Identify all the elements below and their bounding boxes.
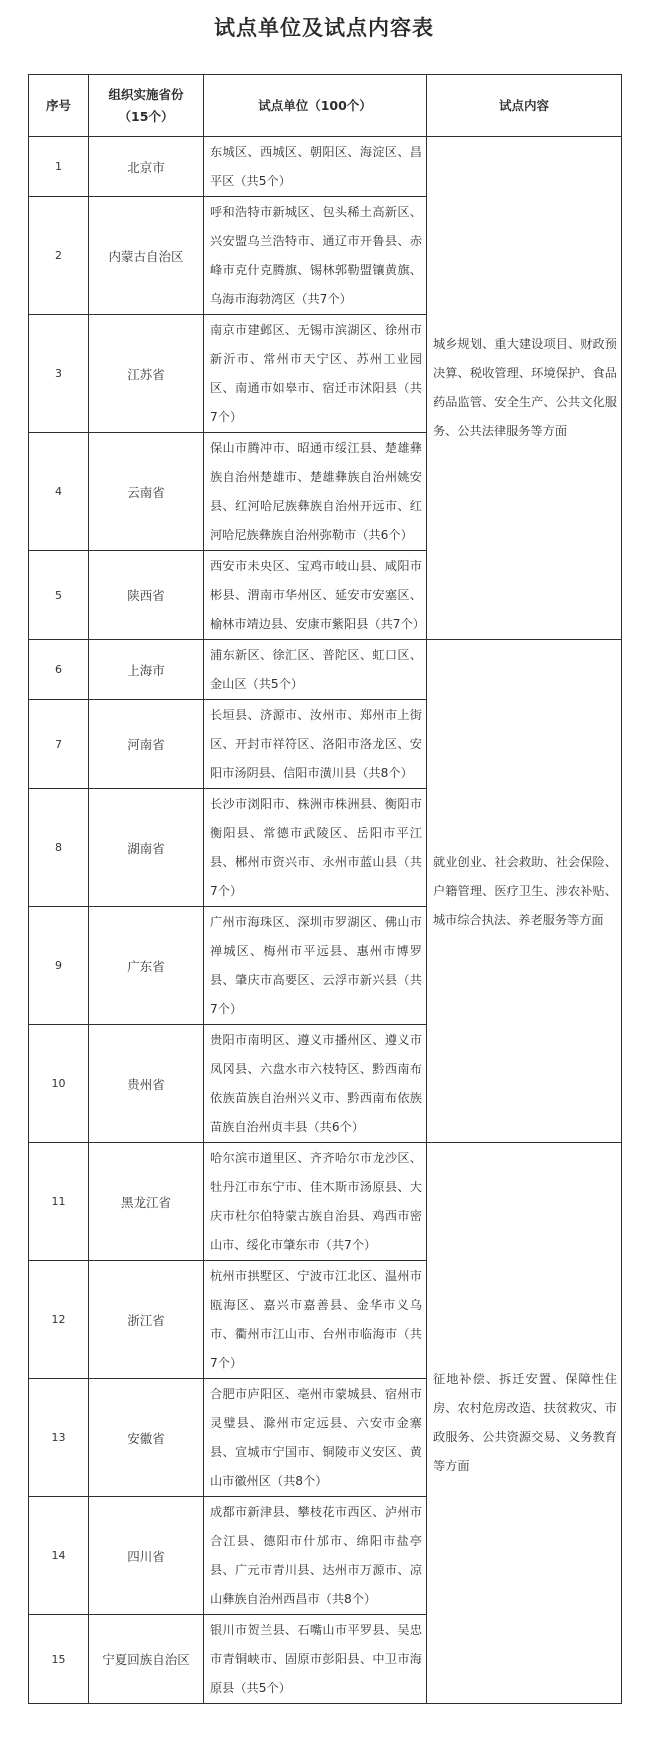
province-name: 陕西省: [89, 551, 204, 640]
pilot-units: 广州市海珠区、深圳市罗湖区、佛山市禅城区、梅州市平远县、惠州市博罗县、肇庆市高要区、云浮市新兴县（共7个）: [204, 907, 427, 1025]
province-name: 黑龙江省: [89, 1143, 204, 1261]
row-number: 11: [29, 1143, 89, 1261]
pilot-content-group-1: 城乡规划、重大建设项目、财政预决算、税收管理、环境保护、食品药品监管、安全生产、公共文化服务、公共法律服务等方面: [427, 137, 622, 640]
province-name: 湖南省: [89, 789, 204, 907]
table-row: [29, 640, 622, 700]
header-province-label: 组织实施省份: [108, 86, 184, 102]
table-header-row: [29, 75, 622, 137]
pilot-units: 银川市贺兰县、石嘴山市平罗县、吴忠市青铜峡市、固原市彭阳县、中卫市海原县（共5个）: [204, 1615, 427, 1704]
province-name: 云南省: [89, 433, 204, 551]
header-number: 序号: [29, 75, 89, 137]
pilot-units: 杭州市拱墅区、宁波市江北区、温州市瓯海区、嘉兴市嘉善县、金华市义乌市、衢州市江山市、台州市临海市（共7个）: [204, 1261, 427, 1379]
pilot-table: [28, 74, 622, 1704]
province-name: 广东省: [89, 907, 204, 1025]
table-row: [29, 137, 622, 197]
pilot-units: 贵阳市南明区、遵义市播州区、遵义市凤冈县、六盘水市六枝特区、黔西南布依族苗族自治州兴义市、黔西南布依族苗族自治州贞丰县（共6个）: [204, 1025, 427, 1143]
pilot-units: 成都市新津县、攀枝花市西区、泸州市合江县、德阳市什邡市、绵阳市盐亭县、广元市青川县、达州市万源市、凉山彝族自治州西昌市（共8个）: [204, 1497, 427, 1615]
row-number: 4: [29, 433, 89, 551]
province-name: 四川省: [89, 1497, 204, 1615]
province-name: 安徽省: [89, 1379, 204, 1497]
row-number: 5: [29, 551, 89, 640]
row-number: 9: [29, 907, 89, 1025]
province-name: 北京市: [89, 137, 204, 197]
province-name: 上海市: [89, 640, 204, 700]
pilot-content-group-3: 征地补偿、拆迁安置、保障性住房、农村危房改造、扶贫救灾、市政服务、公共资源交易、义务教育等方面: [427, 1143, 622, 1704]
pilot-units: 浦东新区、徐汇区、普陀区、虹口区、金山区（共5个）: [204, 640, 427, 700]
row-number: 1: [29, 137, 89, 197]
province-name: 内蒙古自治区: [89, 197, 204, 315]
pilot-units: 合肥市庐阳区、亳州市蒙城县、宿州市灵璧县、滁州市定远县、六安市金寨县、宣城市宁国市、铜陵市义安区、黄山市徽州区（共8个）: [204, 1379, 427, 1497]
row-number: 13: [29, 1379, 89, 1497]
province-name: 贵州省: [89, 1025, 204, 1143]
row-number: 14: [29, 1497, 89, 1615]
pilot-units: 西安市未央区、宝鸡市岐山县、咸阳市彬县、渭南市华州区、延安市安塞区、榆林市靖边县、安康市紫阳县（共7个）: [204, 551, 427, 640]
pilot-content-group-2: 就业创业、社会救助、社会保险、户籍管理、医疗卫生、涉农补贴、城市综合执法、养老服务等方面: [427, 640, 622, 1143]
province-name: 浙江省: [89, 1261, 204, 1379]
row-number: 2: [29, 197, 89, 315]
pilot-units: 长沙市浏阳市、株洲市株洲县、衡阳市衡阳县、常德市武陵区、岳阳市平江县、郴州市资兴市、永州市蓝山县（共7个）: [204, 789, 427, 907]
page-title: 试点单位及试点内容表: [214, 16, 434, 40]
header-province-count: （15个）: [118, 108, 174, 124]
pilot-units: 保山市腾冲市、昭通市绥江县、楚雄彝族自治州楚雄市、楚雄彝族自治州姚安县、红河哈尼族彝族自治州开远市、红河哈尼族彝族自治州弥勒市（共6个）: [204, 433, 427, 551]
table-row: [29, 1143, 622, 1261]
province-name: 宁夏回族自治区: [89, 1615, 204, 1704]
header-content: 试点内容: [427, 75, 622, 137]
header-units: 试点单位（100个）: [204, 75, 427, 137]
row-number: 10: [29, 1025, 89, 1143]
province-name: 江苏省: [89, 315, 204, 433]
pilot-units: 呼和浩特市新城区、包头稀土高新区、兴安盟乌兰浩特市、通辽市开鲁县、赤峰市克什克腾旗、锡林郭勒盟镶黄旗、乌海市海勃湾区（共7个）: [204, 197, 427, 315]
row-number: 12: [29, 1261, 89, 1379]
pilot-units: 哈尔滨市道里区、齐齐哈尔市龙沙区、牡丹江市东宁市、佳木斯市汤原县、大庆市杜尔伯特蒙古族自治县、鸡西市密山市、绥化市肇东市（共7个）: [204, 1143, 427, 1261]
row-number: 15: [29, 1615, 89, 1704]
row-number: 7: [29, 700, 89, 789]
pilot-units: 南京市建邺区、无锡市滨湖区、徐州市新沂市、常州市天宁区、苏州工业园区、南通市如皋市、宿迁市沭阳县（共7个）: [204, 315, 427, 433]
row-number: 8: [29, 789, 89, 907]
header-province: [89, 75, 204, 137]
row-number: 3: [29, 315, 89, 433]
province-name: 河南省: [89, 700, 204, 789]
pilot-units: 东城区、西城区、朝阳区、海淀区、昌平区（共5个）: [204, 137, 427, 197]
row-number: 6: [29, 640, 89, 700]
pilot-units: 长垣县、济源市、汝州市、郑州市上街区、开封市祥符区、洛阳市洛龙区、安阳市汤阴县、信阳市潢川县（共8个）: [204, 700, 427, 789]
